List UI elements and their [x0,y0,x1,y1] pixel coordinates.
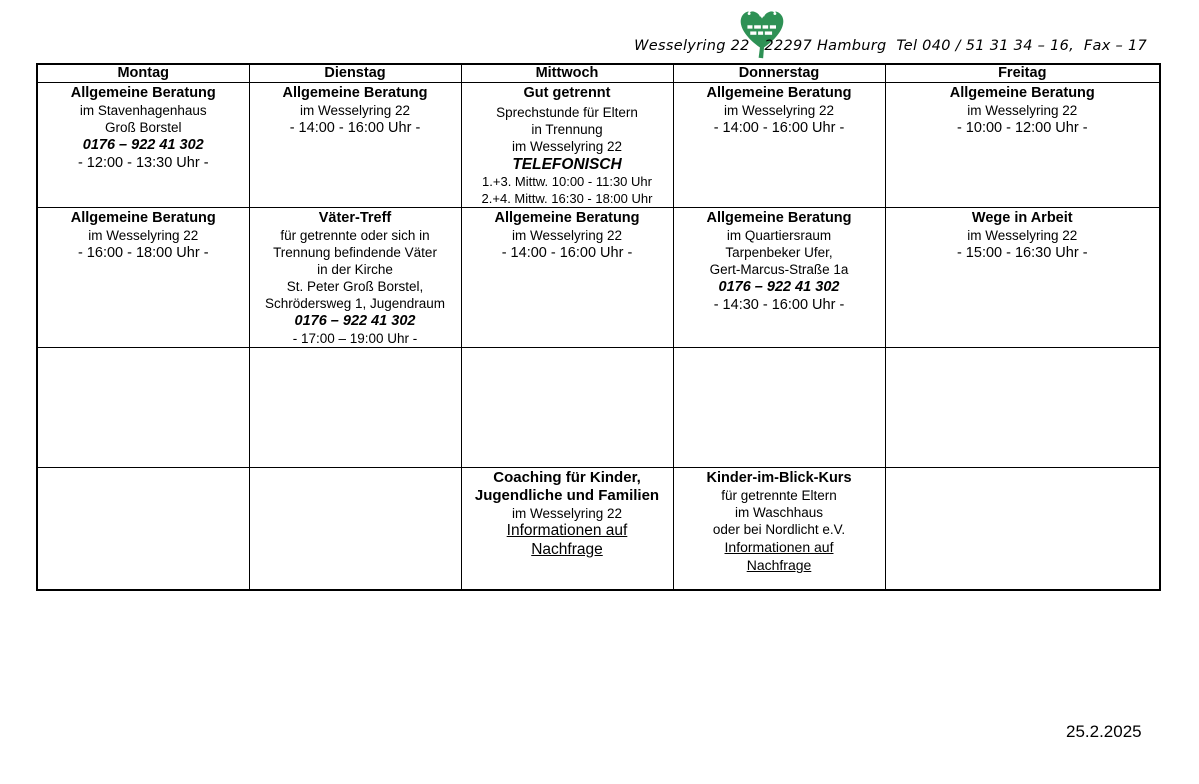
cell-line: 0176 – 922 41 302 [82,137,204,153]
schedule-cell [249,468,461,591]
cell-line: - 14:00 - 16:00 Uhr - [289,120,421,136]
cell-line: im Stavenhagenhaus [79,103,207,118]
cell-line: Gut getrennt [523,85,611,101]
schedule-cell [885,468,1160,591]
cell-line: Nachfrage [531,540,603,558]
cell-line: 0176 – 922 41 302 [718,279,840,295]
cell-line: 2.+4. Mittw. 16:30 - 18:00 Uhr [481,190,653,206]
cell-line: - 14:00 - 16:00 Uhr - [713,120,845,136]
cell-line: im Wesselyring 22 [967,103,1078,118]
cell-line: Allgemeine Beratung [70,85,216,101]
cell-line: im Wesselyring 22 [88,228,199,243]
schedule-cell [885,208,1160,348]
cell-line: Wege in Arbeit [971,210,1073,226]
cell-line: in Trennung [531,122,603,137]
cell-line: Coaching für Kinder, [493,469,641,486]
schedule-table [36,63,1161,591]
cell-line: Allgemeine Beratung [949,85,1095,101]
letterhead [0,0,1199,62]
day-header-dienstag: Dienstag [249,64,461,83]
cell-line: Schrödersweg 1, Jugendraum [264,296,446,311]
schedule-cell [249,83,461,208]
cell-line: Sprechstunde für Eltern [496,105,638,120]
cell-line: - 14:30 - 16:00 Uhr - [713,297,845,313]
schedule-cell [461,348,673,468]
day-header-freitag: Freitag [885,64,1160,83]
cell-line: Informationen auf [724,539,834,555]
cell-line: - 10:00 - 12:00 Uhr - [956,120,1088,136]
cell-line: im Wesselyring 22 [967,228,1078,243]
cell-line: im Waschhaus [734,505,824,520]
cell-line: - 16:00 - 18:00 Uhr - [77,245,209,261]
cell-line: Allgemeine Beratung [70,210,216,226]
schedule-cell [37,208,249,348]
cell-line: - 15:00 - 16:30 Uhr - [956,245,1088,261]
schedule-cell [673,83,885,208]
schedule-row [37,83,1160,208]
cell-line: - 17:00 – 19:00 Uhr - [292,331,418,346]
schedule-cell [461,83,673,208]
schedule-cell [885,83,1160,208]
cell-line: Tarpenbeker Ufer, [725,245,833,260]
schedule-cell [673,208,885,348]
schedule-cell [673,348,885,468]
schedule-row [37,468,1160,591]
organization-address-line: Wesselyring 22 22297 Hamburg Tel 040 / 51 31 34 – 16, Fax – 17 [634,38,1147,54]
cell-line: Gert-Marcus-Straße 1a [709,262,849,277]
day-header-montag: Montag [37,64,249,83]
cell-line: Nachfrage [746,557,812,573]
cell-line: St. Peter Groß Borstel, [286,279,424,294]
cell-line: TELEFONISCH [512,156,622,173]
day-header-row [37,64,1160,83]
cell-line: Trennung befindende Väter [273,245,437,260]
schedule-cell [461,468,673,591]
cell-line: Informationen auf [506,522,628,539]
day-header-donnerstag: Donnerstag [673,64,885,83]
cell-line: im Wesselyring 22 [299,103,411,118]
cell-line: in der Kirche [317,262,393,277]
cell-line: - 12:00 - 13:30 Uhr - [77,155,209,171]
schedule-cell [37,348,249,468]
cell-line: Kinder-im-Blick-Kurs [706,470,852,486]
cell-line: Jugendliche und Familien [474,487,660,504]
cell-line: im Quartiersraum [726,228,832,243]
schedule-row [37,348,1160,468]
cell-line: Allgemeine Beratung [282,85,428,101]
schedule-cell [37,83,249,208]
cell-line: 0176 – 922 41 302 [294,313,416,329]
cell-line: oder bei Nordlicht e.V. [712,522,846,537]
cell-line: Allgemeine Beratung [494,210,640,226]
schedule-row [37,208,1160,348]
cell-line: im Wesselyring 22 [511,228,623,243]
schedule-cell [249,208,461,348]
cell-line: - 14:00 - 16:00 Uhr - [501,245,633,261]
schedule-cell [37,468,249,591]
schedule-cell [249,348,461,468]
cell-line: Groß Borstel [104,120,182,135]
schedule-cell [885,348,1160,468]
cell-line: Väter-Treff [318,210,392,226]
cell-line: im Wesselyring 22 [511,506,623,521]
cell-line: im Wesselyring 22 [511,139,623,154]
cell-line: Allgemeine Beratung [706,210,852,226]
schedule-cell [461,208,673,348]
schedule-cell [673,468,885,591]
cell-line: 1.+3. Mittw. 10:00 - 11:30 Uhr [482,174,652,189]
cell-line: für getrennte Eltern [721,488,837,503]
cell-line: für getrennte oder sich in [280,228,430,243]
day-header-mittwoch: Mittwoch [461,64,673,83]
cell-line: im Wesselyring 22 [723,103,835,118]
document-date: 25.2.2025 [1066,722,1142,741]
cell-line: Allgemeine Beratung [706,85,852,101]
